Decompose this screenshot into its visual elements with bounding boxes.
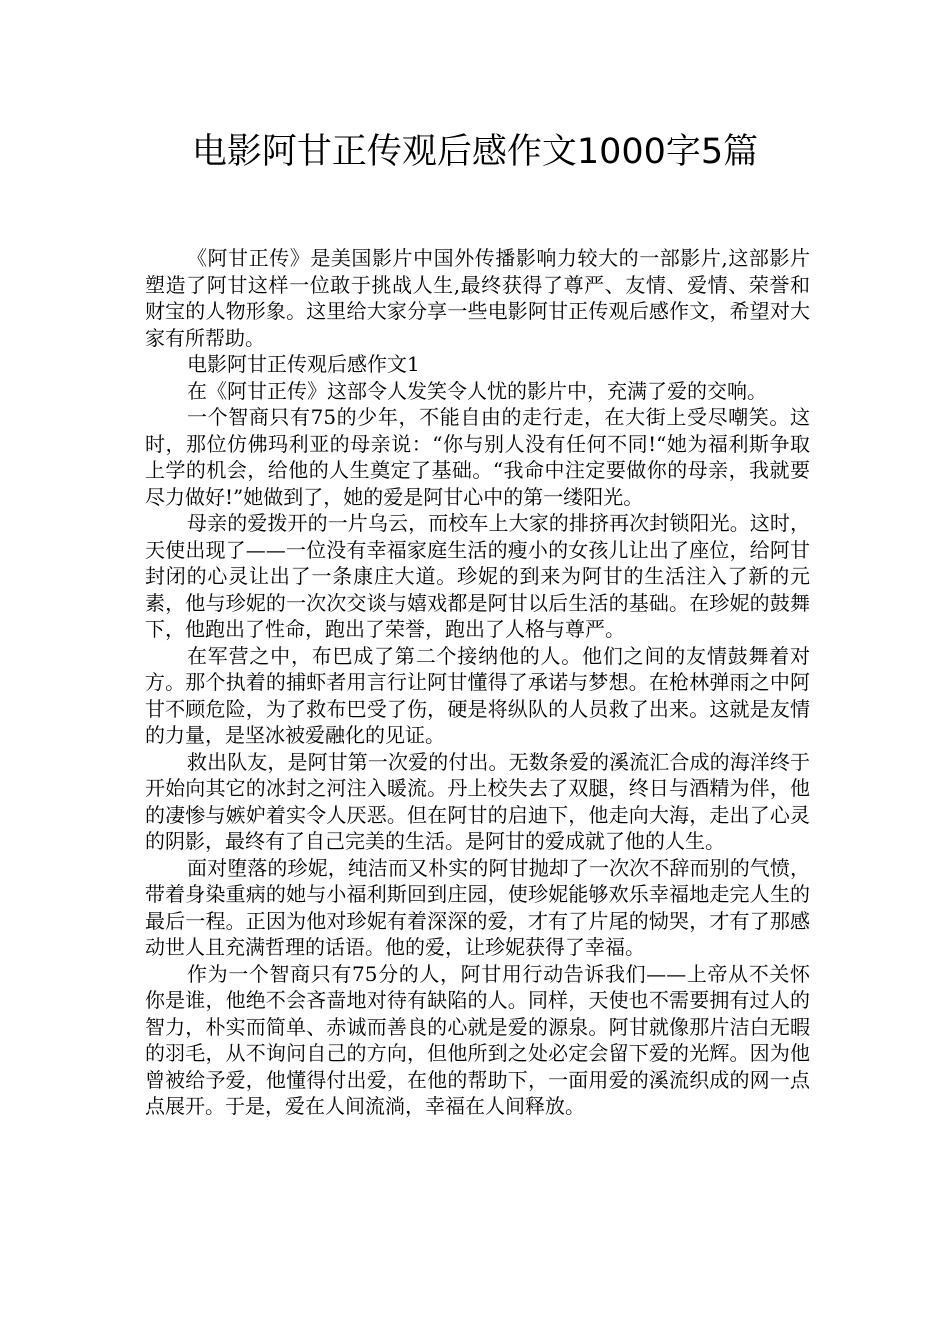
body-paragraph: 救出队友，是阿甘第一次爱的付出。无数条爱的溪流汇合成的海洋终于开始向其它的冰封之河注入暖流。丹上校失去了双腿，终日与酒精为伴，他的凄惨与嫉妒着实令人厌恶。但在阿甘的启迪下，他走向大海，走出了心灵的阴影，最终有了自己完美的生活。是阿甘的爱成就了他的人生。 <box>145 749 810 853</box>
body-paragraph: 在《阿甘正传》这部令人发笑令人忧的影片中，充满了爱的交响。 <box>187 378 767 403</box>
body-paragraph: 母亲的爱拨开的一片乌云，而校车上大家的排挤再次封锁阳光。这时，天使出现了——一位没有幸福家庭生活的瘦小的女孩儿让出了座位，给阿甘封闭的心灵让出了一条康庄大道。珍妮的到来为阿甘的生活注入了新的元素，他与珍妮的一次次交谈与嬉戏都是阿甘以后生活的基础。在珍妮的鼓舞下，他跑出了性命，跑出了荣誉，跑出了人格与尊严。 <box>145 511 810 641</box>
body-paragraph: 在军营之中，布巴成了第二个接纳他的人。他们之间的友情鼓舞着对方。那个执着的捕虾者用言行让阿甘懂得了承诺与梦想。在枪林弹雨之中阿甘不顾危险，为了救布巴受了伤，硬是将纵队的人员救了出来。这就是友情的力量，是坚冰被爱融化的见证。 <box>145 643 810 747</box>
document-title: 电影阿甘正传观后感作文1000字5篇 <box>191 132 759 172</box>
document-body <box>145 245 810 1120</box>
body-paragraph: 一个智商只有75的少年，不能自由的走行走，在大街上受尽嘲笑。这时，那位仿佛玛利亚的母亲说：“你与别人没有任何不同!“她为福利斯争取上学的机会，给他的人生奠定了基础。“我命中注定要做你的母亲，我就要尽力做好!”她做到了，她的爱是阿甘心中的第一缕阳光。 <box>145 405 810 509</box>
body-paragraph: 作为一个智商只有75分的人，阿甘用行动告诉我们——上帝从不关怀你是谁，他绝不会吝啬地对待有缺陷的人。同样，天使也不需要拥有过人的智力，朴实而简单、赤诚而善良的心就是爱的源泉。阿甘就像那片洁白无暇的羽毛，从不询问自己的方向，但他所到之处必定会留下爱的光辉。因为他曾被给予爱，他懂得付出爱，在他的帮助下，一面用爱的溪流织成的网一点点展开。于是，爱在人间流淌，幸福在人间释放。 <box>145 961 810 1118</box>
section-heading: 电影阿甘正传观后感作文1 <box>187 352 420 376</box>
body-paragraph: 面对堕落的珍妮，纯洁而又朴实的阿甘抛却了一次次不辞而别的气愤，带着身染重病的她与小福利斯回到庄园，使珍妮能够欢乐幸福地走完人生的最后一程。正因为他对珍妮有着深深的爱，才有了片尾的恸哭，才有了那感动世人且充满哲理的话语。他的爱，让珍妮获得了幸福。 <box>145 855 810 959</box>
intro-paragraph: 《阿甘正传》是美国影片中国外传播影响力较大的一部影片,这部影片塑造了阿甘这样一位敢于挑战人生,最终获得了尊严、友情、爱情、荣誉和财宝的人物形象。这里给大家分享一些电影阿甘正传观后感作文，希望对大家有所帮助。 <box>145 246 810 350</box>
